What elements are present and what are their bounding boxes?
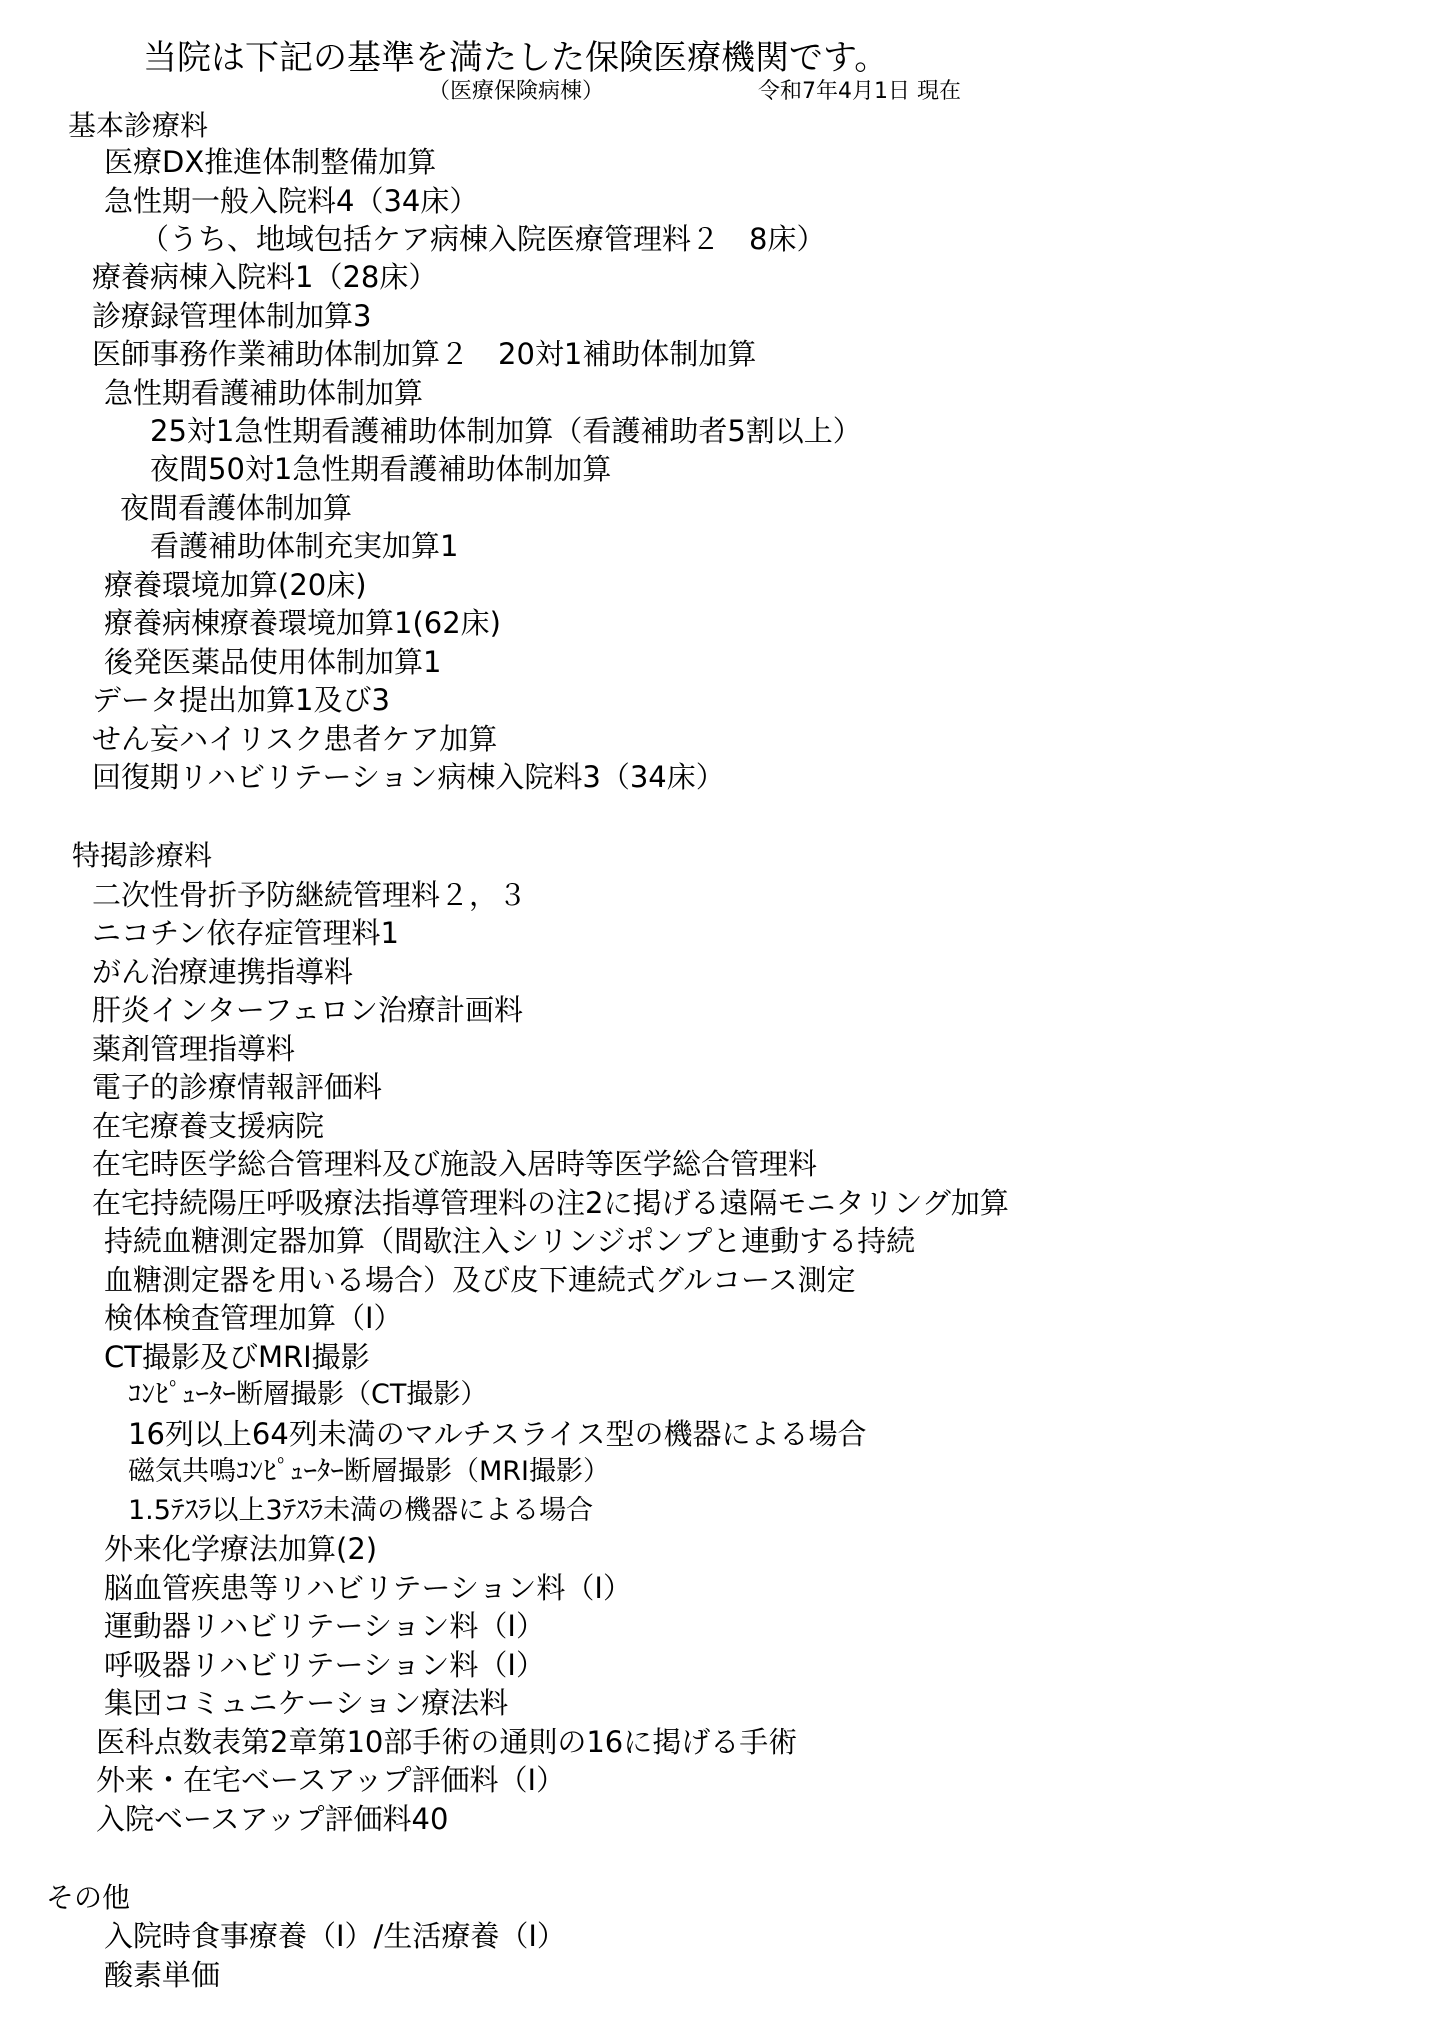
as-of-date: 令和7年4月1日 現在 [758,79,961,104]
list-item: 運動器リハビリテーション料（Ⅰ） [104,1609,545,1643]
list-item: がん治療連携指導料 [92,955,354,989]
section-heading-special: 特掲診療料 [72,839,213,872]
list-item: 呼吸器リハビリテーション料（Ⅰ） [104,1648,545,1682]
list-item: 在宅持続陽圧呼吸療法指導管理料の注2に掲げる遠隔モニタリング加算 [92,1186,1009,1220]
list-item: データ提出加算1及び3 [92,683,390,717]
list-item: 医師事務作業補助体制加算２ 20対1補助体制加算 [92,337,757,371]
list-item: 診療録管理体制加算3 [92,299,372,333]
list-item: 集団コミュニケーション療法料 [104,1686,509,1720]
list-item: 入院時食事療養（Ⅰ）/生活療養（Ⅰ） [104,1919,566,1953]
list-item: 夜間50対1急性期看護補助体制加算 [150,452,612,486]
list-item: 1.5ﾃｽﾗ以上3ﾃｽﾗ未満の機器による場合 [128,1495,594,1526]
list-item: 医科点数表第2章第10部手術の通則の16に掲げる手術 [96,1725,798,1759]
list-item: 在宅時医学総合管理料及び施設入居時等医学総合管理料 [92,1147,818,1181]
list-item: 外来・在宅ベースアップ評価料（Ⅰ） [96,1763,566,1797]
list-item: 療養病棟入院料1（28床） [92,260,438,294]
list-item: 肝炎インターフェロン治療計画料 [92,993,523,1027]
list-item: 療養環境加算(20床) [104,568,367,602]
list-item: 血糖測定器を用いる場合）及び皮下連続式グルコース測定 [104,1263,856,1297]
list-item: 急性期一般入院料4（34床） [104,184,479,218]
list-item: 検体検査管理加算（Ⅰ） [104,1301,403,1335]
list-item: 外来化学療法加算(2) [104,1532,378,1566]
list-item: 持続血糖測定器加算（間歇注入シリンジポンプと連動する持続 [104,1224,916,1258]
list-item: 電子的診療情報評価料 [92,1070,383,1104]
list-item: 医療DX推進体制整備加算 [104,145,437,179]
list-item: 二次性骨折予防継続管理料２，３ [92,878,528,912]
ward-label: （医療保険病棟） [428,79,605,104]
list-item: せん妄ハイリスク患者ケア加算 [92,722,498,756]
section-heading-basic: 基本診療料 [68,109,209,142]
list-item: ｺﾝﾋﾟｭｰﾀｰ断層撮影（CT撮影） [128,1379,488,1410]
page-title: 当院は下記の基準を満たした保険医療機関です。 [143,38,889,78]
list-item: 薬剤管理指導料 [92,1032,296,1066]
list-item: 在宅療養支援病院 [92,1109,325,1143]
list-item: ニコチン依存症管理料1 [92,916,400,950]
list-item: 磁気共鳴ｺﾝﾋﾟｭｰﾀｰ断層撮影（MRI撮影） [128,1456,611,1487]
section-heading-other: その他 [46,1881,131,1914]
list-item: （うち、地域包括ケア病棟入院医療管理料２ 8床） [140,222,826,256]
list-item: 酸素単価 [104,1958,221,1992]
list-item: 回復期リハビリテーション病棟入院料3（34床） [92,760,725,794]
list-item: 入院ベースアップ評価料40 [96,1802,449,1836]
list-item: 25対1急性期看護補助体制加算（看護補助者5割以上） [150,414,862,448]
list-item: 脳血管疾患等リハビリテーション料（Ⅰ） [104,1571,632,1605]
list-item: 後発医薬品使用体制加算1 [104,645,442,679]
list-item: 急性期看護補助体制加算 [104,376,424,410]
list-item: 看護補助体制充実加算1 [150,529,459,563]
list-item: CT撮影及びMRI撮影 [104,1340,370,1374]
list-item: 夜間看護体制加算 [120,491,353,525]
list-item: 療養病棟療養環境加算1(62床) [104,606,501,640]
list-item: 16列以上64列未満のマルチスライス型の機器による場合 [128,1417,867,1451]
